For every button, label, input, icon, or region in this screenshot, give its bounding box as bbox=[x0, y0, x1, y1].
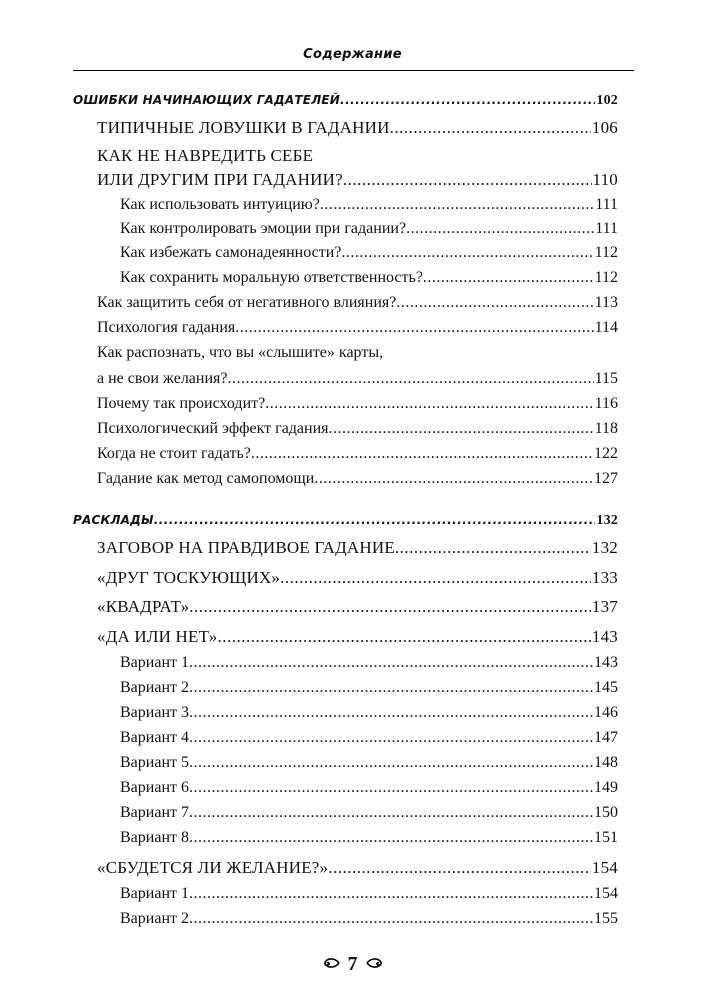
toc-entry[interactable] bbox=[73, 267, 618, 289]
toc-entry-label: Психологический эффект гадания bbox=[97, 420, 329, 437]
dot-leader bbox=[154, 509, 596, 531]
toc-entry-label: Вариант 2 bbox=[120, 679, 189, 696]
toc-entry[interactable] bbox=[73, 883, 618, 905]
toc-section-heading[interactable] bbox=[73, 89, 618, 112]
dot-leader bbox=[189, 677, 593, 699]
toc-entry[interactable] bbox=[73, 117, 618, 139]
toc-page-number: 132 bbox=[591, 538, 618, 557]
toc-page-number: 110 bbox=[592, 170, 618, 189]
dot-leader bbox=[189, 702, 593, 724]
toc-entry-label: Вариант 7 bbox=[120, 804, 189, 821]
toc-entry[interactable] bbox=[73, 857, 618, 879]
dot-leader bbox=[343, 169, 592, 191]
toc-entry-label-line1: КАК НЕ НАВРЕДИТЬ СЕБЕ bbox=[97, 146, 314, 165]
toc-section-heading[interactable] bbox=[73, 509, 618, 532]
toc-entry-label: Как использовать интуицию? bbox=[120, 196, 320, 213]
toc-page-number: 148 bbox=[594, 754, 618, 771]
toc-page-number: 146 bbox=[594, 704, 618, 721]
toc-entry-label: Как контролировать эмоции при гадании? bbox=[120, 220, 407, 237]
dot-leader bbox=[189, 596, 591, 618]
dot-leader bbox=[217, 626, 590, 648]
toc-entry[interactable] bbox=[73, 626, 618, 648]
toc-entry-label: «ДА ИЛИ НЕТ» bbox=[97, 627, 218, 646]
dot-leader bbox=[390, 117, 591, 139]
dot-leader bbox=[396, 292, 593, 314]
toc-entry-label: «КВАДРАТ» bbox=[97, 597, 190, 616]
page-folio bbox=[0, 953, 705, 976]
dot-leader bbox=[251, 443, 593, 465]
toc-page-number: 113 bbox=[594, 294, 618, 311]
toc-entry-label: Почему так происходит? bbox=[97, 395, 266, 412]
dot-leader bbox=[189, 908, 593, 930]
dot-leader bbox=[189, 777, 593, 799]
toc-entry[interactable] bbox=[73, 242, 618, 264]
toc-page-number: 150 bbox=[594, 804, 618, 821]
dot-leader bbox=[341, 242, 593, 264]
dot-leader bbox=[280, 567, 591, 589]
ornament-right-icon bbox=[366, 957, 384, 974]
toc-entry[interactable] bbox=[73, 368, 618, 390]
toc-entry[interactable] bbox=[73, 752, 618, 774]
toc-entry-label: ЗАГОВОР НА ПРАВДИВОЕ ГАДАНИЕ bbox=[97, 538, 395, 557]
toc-entry[interactable] bbox=[73, 652, 618, 674]
running-head: Содержание bbox=[303, 47, 402, 62]
toc-page-number: 133 bbox=[591, 568, 618, 587]
toc-page-number: 145 bbox=[594, 679, 618, 696]
toc-page-number: 114 bbox=[594, 319, 618, 336]
dot-leader bbox=[265, 393, 593, 415]
toc-page-number: 116 bbox=[594, 395, 618, 412]
toc-entry[interactable] bbox=[73, 677, 618, 699]
toc-section-title: РАСКЛАДЫ bbox=[73, 513, 154, 527]
toc-entry-label: Вариант 3 bbox=[120, 704, 189, 721]
toc-entry[interactable] bbox=[73, 418, 618, 440]
toc-entry[interactable] bbox=[73, 777, 618, 799]
toc-entry[interactable] bbox=[73, 827, 618, 849]
dot-leader bbox=[406, 218, 594, 240]
dot-leader bbox=[189, 802, 593, 824]
toc-entry-label: Вариант 1 bbox=[120, 654, 189, 671]
toc-entry[interactable] bbox=[73, 468, 618, 490]
toc-entry-label: Вариант 2 bbox=[120, 910, 189, 927]
header-rule bbox=[73, 70, 634, 71]
toc-entry-label: Как сохранить моральную ответственность? bbox=[120, 269, 423, 286]
toc-section-title: ОШИБКИ НАЧИНАЮЩИХ ГАДАТЕЛЕЙ bbox=[73, 93, 341, 107]
dot-leader bbox=[189, 652, 593, 674]
toc-page-number: 137 bbox=[591, 597, 618, 616]
dot-leader bbox=[189, 752, 593, 774]
dot-leader bbox=[320, 194, 594, 216]
dot-leader bbox=[228, 368, 594, 390]
toc-entry-label: ТИПИЧНЫЕ ЛОВУШКИ В ГАДАНИИ bbox=[97, 118, 390, 137]
dot-leader bbox=[329, 418, 594, 440]
toc-page-number: 147 bbox=[594, 729, 618, 746]
toc-entry[interactable] bbox=[73, 702, 618, 724]
toc-page-number: 115 bbox=[594, 370, 618, 387]
toc-entry[interactable] bbox=[73, 393, 618, 415]
toc-page-number: 143 bbox=[591, 627, 618, 646]
dot-leader bbox=[314, 468, 593, 490]
toc-entry-label-line1: Как распознать, что вы «слышите» карты, bbox=[97, 344, 384, 361]
toc-page-number: 143 bbox=[594, 654, 618, 671]
toc-page-number: 151 bbox=[594, 829, 618, 846]
toc-entry-label: Как избежать самонадеянности? bbox=[120, 244, 342, 261]
toc-page-number: 122 bbox=[594, 445, 618, 462]
toc-page-number: 111 bbox=[595, 220, 618, 237]
toc-entry[interactable] bbox=[73, 169, 618, 191]
toc-page-number: 106 bbox=[591, 118, 618, 137]
dot-leader bbox=[189, 727, 593, 749]
page-number: 7 bbox=[347, 953, 358, 975]
toc-page-number: 111 bbox=[595, 196, 618, 213]
toc-entry-label: Как защитить себя от негативного влияния? bbox=[97, 294, 397, 311]
dot-leader bbox=[340, 89, 595, 111]
toc-entry-label: Психология гадания bbox=[97, 319, 236, 336]
toc-entry-label: Гадание как метод самопомощи bbox=[97, 470, 315, 487]
toc-entry-label: Вариант 4 bbox=[120, 729, 189, 746]
toc-entry[interactable] bbox=[73, 567, 618, 589]
toc-page-number: 154 bbox=[591, 858, 618, 877]
toc-entry-label: Вариант 1 bbox=[120, 885, 189, 902]
toc-entry[interactable] bbox=[73, 908, 618, 930]
toc-page-number: 127 bbox=[594, 470, 618, 487]
toc-entry[interactable] bbox=[73, 802, 618, 824]
dot-leader bbox=[235, 317, 593, 339]
toc-entry[interactable] bbox=[73, 317, 618, 339]
toc-entry-label: а не свои желания? bbox=[97, 370, 228, 387]
toc-entry[interactable] bbox=[73, 537, 618, 559]
toc-entry[interactable] bbox=[73, 596, 618, 618]
ornament-left-icon bbox=[322, 957, 340, 974]
toc-page-number: 112 bbox=[594, 244, 618, 261]
toc-entry-label: Вариант 6 bbox=[120, 779, 189, 796]
toc-page-number: 155 bbox=[594, 910, 618, 927]
toc-page-number: 112 bbox=[594, 269, 618, 286]
dot-leader bbox=[395, 537, 591, 559]
toc-entry[interactable] bbox=[73, 727, 618, 749]
toc-entry[interactable] bbox=[73, 194, 618, 216]
toc-entry[interactable] bbox=[73, 218, 618, 240]
toc-entry-label: Когда не стоит гадать? bbox=[97, 445, 251, 462]
toc-page-number: 118 bbox=[594, 420, 618, 437]
toc-entry-label: Вариант 8 bbox=[120, 829, 189, 846]
toc-entry[interactable] bbox=[73, 443, 618, 465]
toc-entry-label: Вариант 5 bbox=[120, 754, 189, 771]
dot-leader bbox=[189, 827, 593, 849]
toc-page-number: 149 bbox=[594, 779, 618, 796]
toc-entry-label: «ДРУГ ТОСКУЮЩИХ» bbox=[97, 568, 281, 587]
toc-page-number: 102 bbox=[596, 93, 618, 108]
dot-leader bbox=[328, 857, 591, 879]
dot-leader bbox=[423, 267, 594, 289]
toc-page-number: 154 bbox=[594, 885, 618, 902]
toc-page-number: 132 bbox=[596, 513, 618, 528]
toc-entry-label: «СБУДЕТСЯ ЛИ ЖЕЛАНИЕ?» bbox=[97, 858, 329, 877]
toc-entry[interactable] bbox=[73, 292, 618, 314]
dot-leader bbox=[189, 883, 593, 905]
toc-entry-label: ИЛИ ДРУГИМ ПРИ ГАДАНИИ? bbox=[97, 170, 343, 189]
